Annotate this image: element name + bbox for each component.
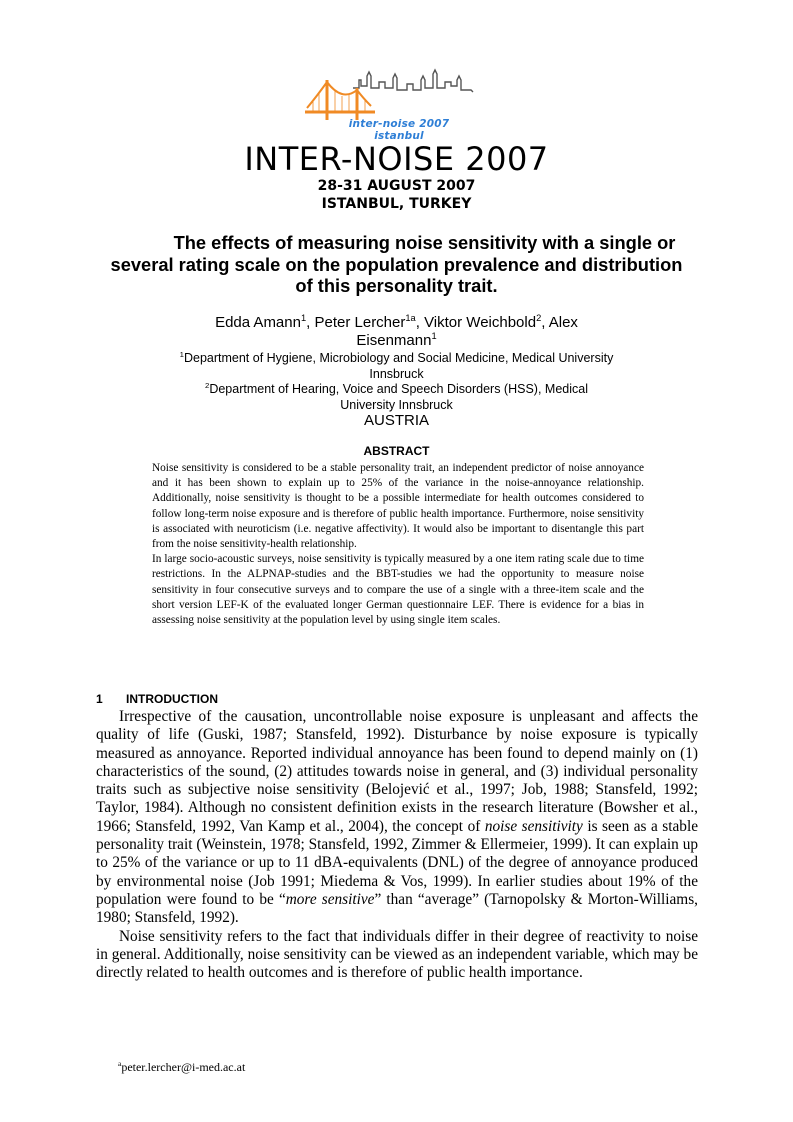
paper-title <box>95 232 698 297</box>
affiliation-2-line-2: University Innsbruck <box>340 397 453 412</box>
skyline-silhouette <box>353 70 473 92</box>
abstract-heading: ABSTRACT <box>363 444 430 458</box>
affiliation-2-line-1: Department of Hearing, Voice and Speech Disorders (HSS), Medical <box>209 382 588 396</box>
paragraph-text: is seen as a stable personality trait (Weinstein, 1978; Stansfeld, 1992, Zimmer & Ellermeier, 1999). It can explain up to 25% of the variance or up to 11 dBA-equivalents (DNL) of the degree of annoyance produced by environmental noise (Job 1991; Miedema & Vos, 1999). In earlier studies about 19% of the population were found to be “ <box>96 817 698 908</box>
affiliation-2 <box>150 382 643 413</box>
author-weichbold-affil: 2 <box>536 313 542 323</box>
abstract-body <box>152 461 644 628</box>
affiliation-1-number: 1 <box>179 349 184 359</box>
logo-text: inter-noise 2007 istanbul <box>348 118 450 142</box>
paragraph-text: ” than “average” (Tarnopolsky & Morton-Williams, 1980; Stansfeld, 1992). <box>96 890 698 927</box>
author-list <box>170 314 623 349</box>
author-lercher-affil: 1a <box>405 313 416 323</box>
author-separator: , Alex <box>541 314 578 331</box>
conference-title: INTER-NOISE 2007 <box>244 140 549 178</box>
paper-title-line-1: The effects of measuring noise sensitivity with a single or <box>173 232 676 253</box>
affiliation-country: AUSTRIA <box>363 412 429 429</box>
affiliation-1-line-2: Innsbruck <box>369 366 424 381</box>
author-amann-affil: 1 <box>300 313 307 323</box>
introduction-body <box>96 708 698 982</box>
paper-title-line-3: of this personality trait. <box>295 275 498 296</box>
footnote-email: peter.lercher@i-med.ac.at <box>121 1060 246 1074</box>
abstract-paragraph-2: In large socio-acoustic surveys, noise sensitivity is typically measured by a one item rating scale due to time restrictions. In the ALPNAP-studies and the BBT-studies we had the opportunity to measure noise sensitivity in four consecutive surveys and to compare the use of a single with a three-item scale and the short version LEF-K of the evaluated longer German questionnaire LEF. There is evidence for a bias in assessing noise sensitivity at the population level by using single item scales. <box>152 553 644 627</box>
emphasis-more-sensitive: more sensitive <box>285 890 375 908</box>
footnote <box>118 1060 245 1075</box>
author-separator: , <box>306 314 315 331</box>
affiliation-1 <box>150 351 643 382</box>
affiliation-2-number: 2 <box>205 380 210 390</box>
affiliation-1-line-1: Department of Hygiene, Microbiology and Social Medicine, Medical University <box>183 351 614 365</box>
author-separator: , <box>415 314 425 331</box>
paper-title-line-2: several rating scale on the population prevalence and distribution <box>110 253 683 275</box>
introduction-paragraph-2: Noise sensitivity refers to the fact that individuals differ in their degree of reactivity to noise in general. Additionally, noise sensitivity can be viewed as an independent variable, which may be directly related to health outcomes and is therefore of public health importance. <box>96 927 698 982</box>
conference-dates: 28-31 AUGUST 2007 <box>317 178 476 194</box>
section-heading-introduction <box>96 692 218 706</box>
conference-location: ISTANBUL, TURKEY <box>321 196 472 212</box>
section-number: 1 <box>96 692 103 706</box>
author-eisenmann: Eisenmann <box>356 331 432 349</box>
introduction-paragraph-1 <box>96 708 698 928</box>
author-lercher: Peter Lercher <box>314 314 406 331</box>
author-amann: Edda Amann <box>215 314 301 331</box>
author-eisenmann-affil: 1 <box>431 330 437 341</box>
paragraph-text: Irrespective of the causation, uncontrollable noise exposure is unpleasant and affects the quality of life (Guski, 1987; Stansfeld, 1992). Disturbance by noise exposure is typically measured as annoyance. Reported individual annoyance has been found to depend mainly on (1) characteristics of the sound, (2) attitudes towards noise in general, and (3) individual personality traits such as subjective noise sensitivity (Belojević et al., 1997; Job, 1988; Stansfeld, 1992; Taylor, 1984). Although no consistent definition exists in the research literature (Bowsher et al., 1966; Stansfeld, 1992, Van Kamp et al., 2004), the concept of <box>96 708 698 835</box>
author-weichbold: Viktor Weichbold <box>424 314 537 331</box>
emphasis-noise-sensitivity: noise sensitivity <box>484 817 583 835</box>
section-title: INTRODUCTION <box>126 692 218 706</box>
abstract-paragraph-1: Noise sensitivity is considered to be a stable personality trait, an independent predictor of noise annoyance and it has been shown to explain up to 25% of the variance in the noise-annoyance relationship. Additionally, noise sensitivity is thought to be a possible intermediate for health outcomes considered to follow long-term noise exposure and is therefore of public health importance. Furthermore, noise sensitivity is associated with neuroticism (i.e. negative affectivity). It would also be important to disentangle this part from the noise sensitivity-health relationship. <box>152 462 644 551</box>
footnote-mark: a <box>118 1059 122 1068</box>
